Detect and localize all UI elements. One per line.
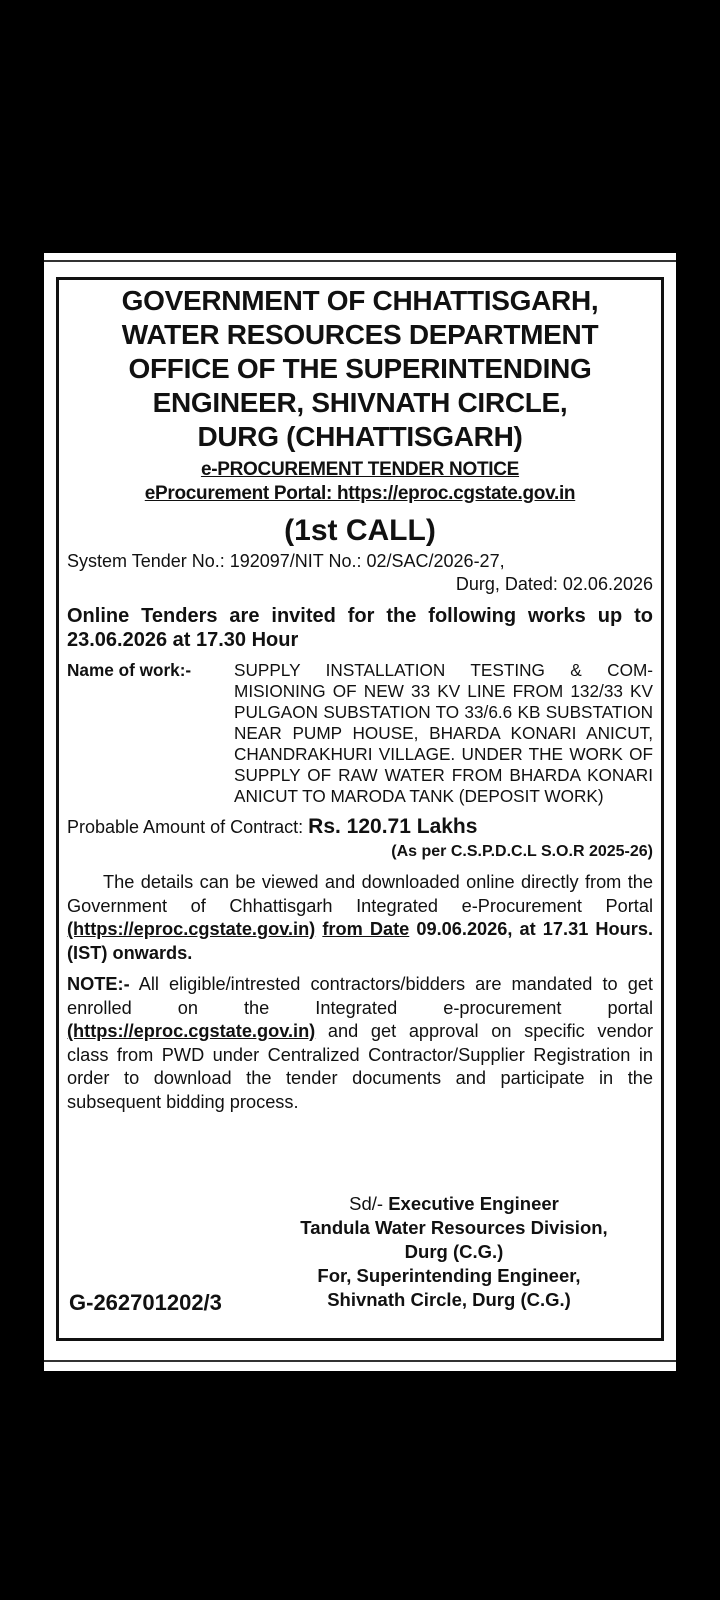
- invitation-text: Online Tenders are invited for the following works up to 23.06.2026 at 17.30 Hour: [67, 605, 653, 651]
- header-line-4: ENGINEER, SHIVNATH CIRCLE,: [152, 387, 568, 418]
- tender-notice: [56, 277, 664, 1341]
- details-link[interactable]: (https://eproc.cgstate.gov.in): [67, 919, 316, 939]
- details-from-value: 09.06.2026, at 17.31 Hours. (IST) onwards.: [67, 919, 653, 963]
- for-place: Shivnath Circle, Durg (C.G.): [327, 1289, 571, 1310]
- sign-prefix: Sd/-: [349, 1193, 384, 1214]
- amount-value: Rs. 120.71 Lakhs: [308, 815, 478, 838]
- work-label: Name of work:-: [67, 660, 192, 680]
- header-line-3: OFFICE OF THE SUPERINTENDING: [128, 353, 592, 384]
- newspaper-clipping: [44, 253, 676, 1371]
- work-block: [67, 660, 653, 807]
- note-text-2: and get approval on specific vendor class from PWD under Centralized Contractor/Supplier Registration in order to download the tender documents and participate in the subsequent bidding process.: [67, 1021, 653, 1112]
- reference-code: G-262701202/3: [69, 1290, 222, 1315]
- note-link[interactable]: (https://eproc.cgstate.gov.in): [67, 1021, 316, 1041]
- details-text: The details can be viewed and downloaded online directly from the Government of Chhattisgarh Integrated e-Procurement Portal: [67, 872, 653, 916]
- details-paragraph: [67, 871, 653, 965]
- bottom-rule: [44, 1360, 676, 1362]
- sign-place: Durg (C.G.): [404, 1241, 504, 1262]
- call-number: (1st CALL): [284, 514, 436, 547]
- sign-title: Executive Engineer: [388, 1193, 559, 1214]
- sor-note: (As per C.S.P.D.C.L S.O.R 2025-26): [391, 843, 653, 860]
- work-description: SUPPLY INSTALLATION TESTING & COM-MISIONING OF NEW 33 KV LINE FROM 132/33 KV PULGAON SUBSTATION TO 33/6.6 KB SUBSTATION NEAR PUMP HOUSE, BHARDA KONARI ANICUT, CHANDRAKHURI VILLAGE. UNDER THE WORK OF SUPPLY OF RAW WATER FROM BHARDA KONARI ANICUT TO MARODA TANK (DEPOSIT WORK): [234, 660, 653, 806]
- amount-label: Probable Amount of Contract:: [67, 817, 304, 837]
- place-date: Durg, Dated: 02.06.2026: [455, 574, 653, 594]
- notice-type: e-PROCUREMENT TENDER NOTICE: [200, 459, 520, 480]
- tender-number: System Tender No.: 192097/NIT No.: 02/SAC/2026-27,: [67, 551, 505, 571]
- sign-division: Tandula Water Resources Division,: [300, 1217, 608, 1238]
- note-label: NOTE:-: [67, 974, 130, 994]
- signature-line: [259, 1192, 649, 1216]
- tender-number-block: [67, 550, 653, 596]
- note-paragraph: [67, 973, 653, 1114]
- header-line-1: GOVERNMENT OF CHHATTISGARH,: [121, 285, 599, 316]
- top-rule: [44, 260, 676, 262]
- header-line-5: DURG (CHHATTISGARH): [197, 421, 523, 452]
- header-line-2: WATER RESOURCES DEPARTMENT: [121, 319, 599, 350]
- portal-line: eProcurement Portal: https://eproc.cgstate.gov.in: [144, 483, 576, 504]
- details-from-label: from Date: [322, 919, 410, 939]
- for-line: For, Superintending Engineer,: [317, 1265, 581, 1286]
- amount-line: [67, 815, 653, 839]
- note-text-1: All eligible/intrested contractors/bidders are mandated to get enrolled on the Integrated e-procurement portal: [67, 974, 653, 1018]
